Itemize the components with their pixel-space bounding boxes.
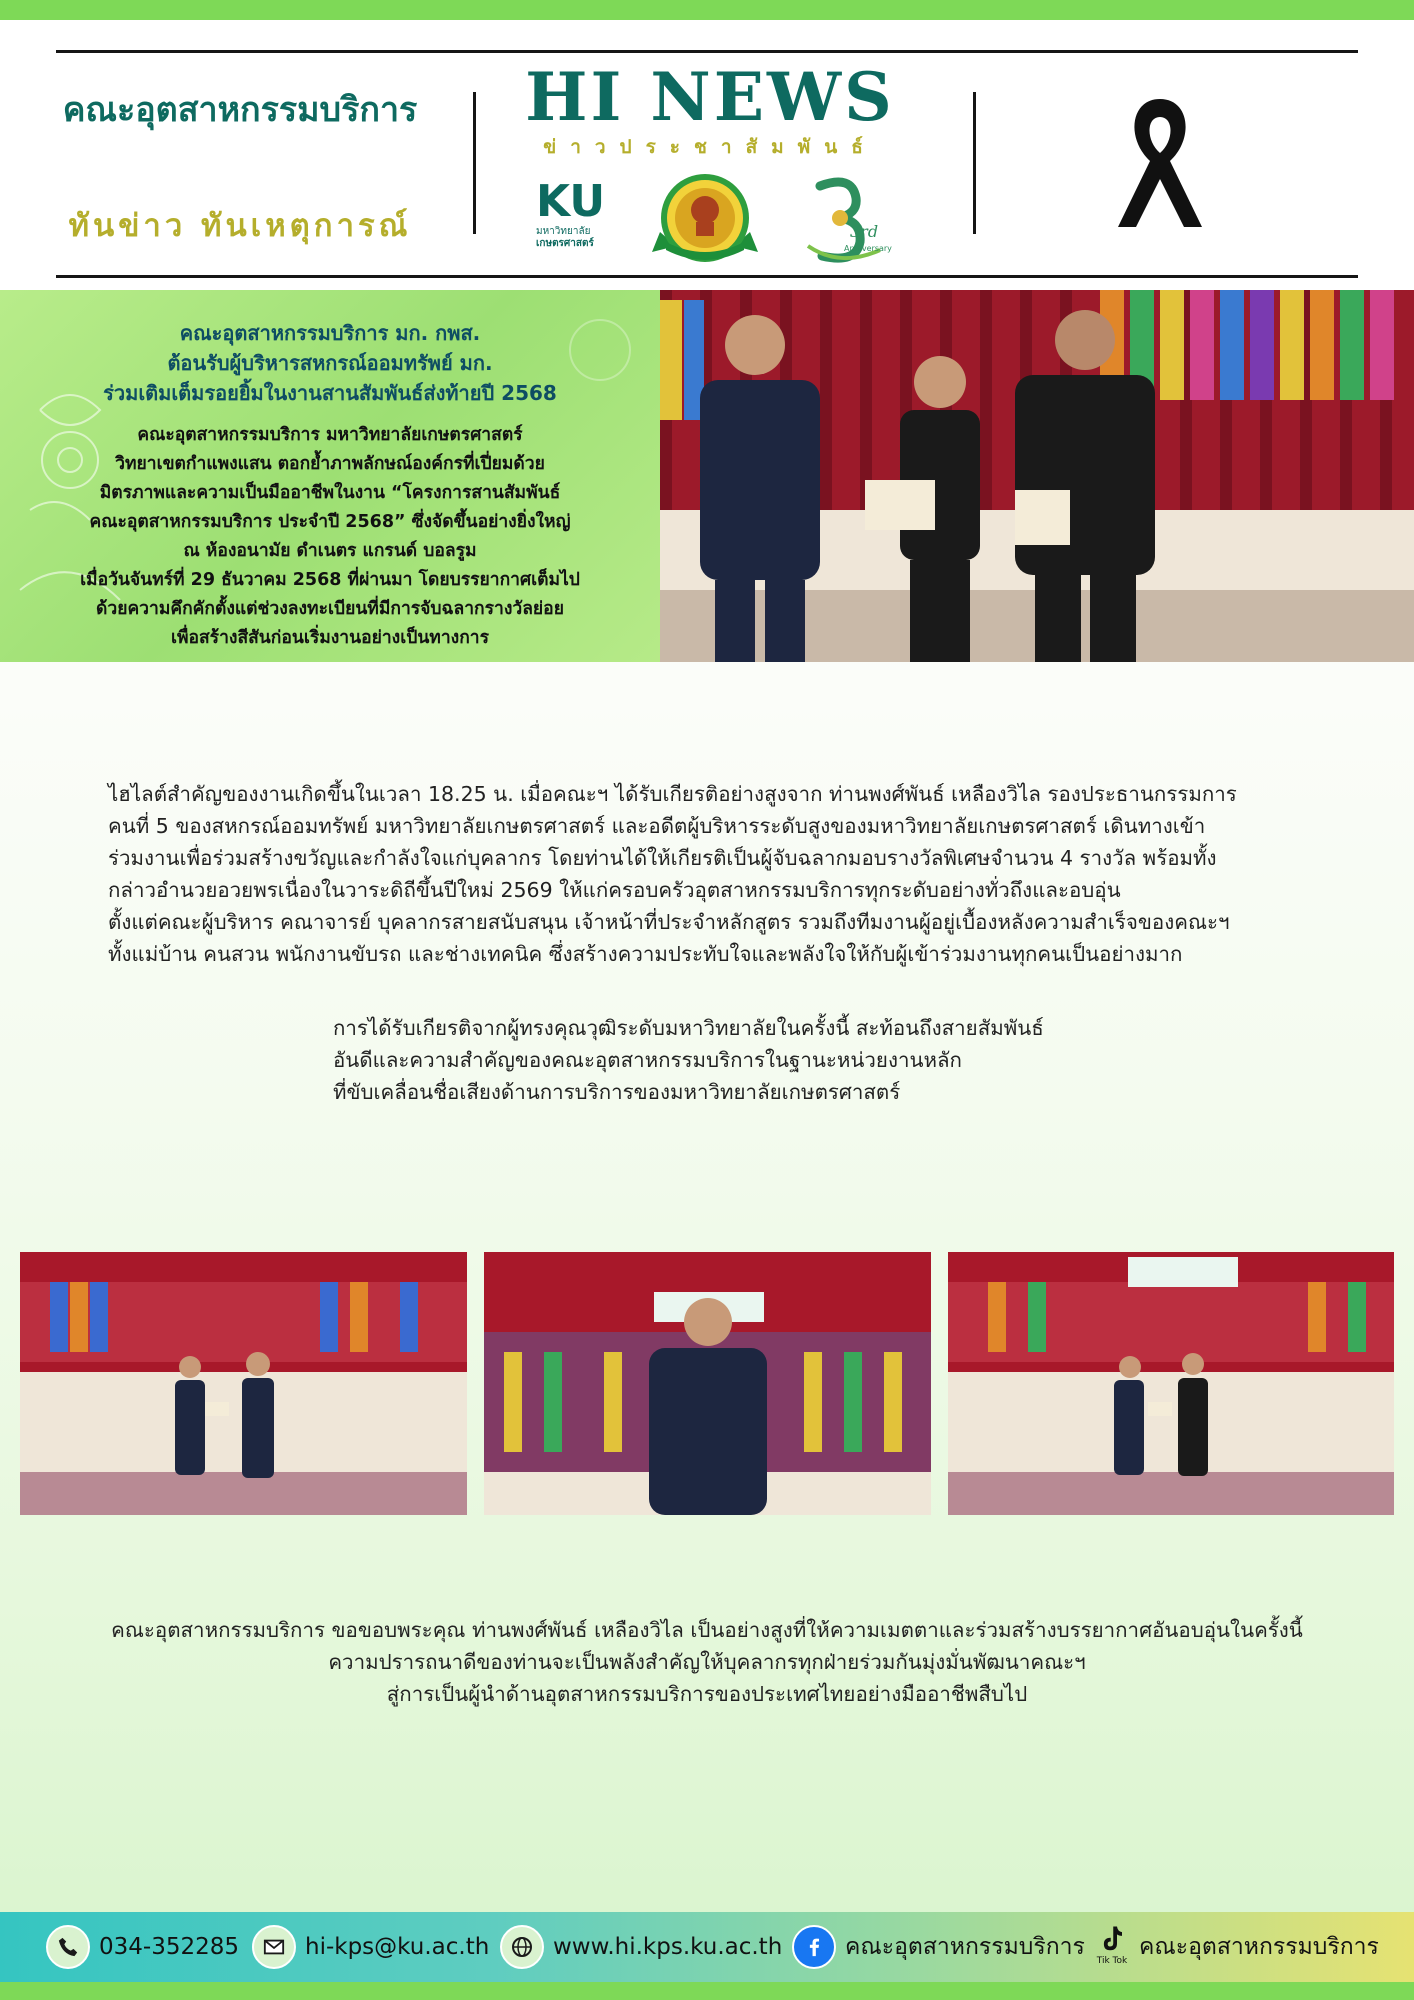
article-line: คนที่ 5 ของสหกรณ์ออมทรัพย์ มหาวิทยาลัยเกษตรศาสตร์ และอดีตผู้บริหารระดับสูงของมหาวิทยาลัยเกษตรศาสตร์ เดินทางเข้า <box>108 814 1206 838</box>
contact-email[interactable] <box>252 1923 489 1971</box>
anniversary-logo-sub: Anniversary <box>844 244 892 253</box>
contact-footer <box>0 1912 1414 1982</box>
phone-icon <box>46 1925 90 1969</box>
hero-summary-panel <box>0 290 660 662</box>
article-line: กล่าวอำนวยอวยพรเนื่องในวาระดิถีขึ้นปีใหม่ 2569 ให้แก่ครอบครัวอุตสาหกรรมบริการทุกระดับอย่างทั่วถึงและอบอุ่น <box>108 878 1121 902</box>
contact-tiktok[interactable] <box>1094 1923 1379 1971</box>
hero-event-photo <box>660 290 1414 662</box>
ku-logo-sub1: มหาวิทยาลัย <box>536 226 591 237</box>
newsletter-subtitle: ข่าวประชาสัมพันธ์ <box>543 136 877 158</box>
hero-headline-line: ร่วมเติมเต็มรอยยิ้มในงานสานสัมพันธ์ส่งท้ายปี 2568 <box>103 381 557 405</box>
anniversary-3-graphic <box>800 172 895 270</box>
article-line: อันดีและความสำคัญของคณะอุตสาหกรรมบริการในฐานะหน่วยงานหลัก <box>333 1048 962 1072</box>
anniversary-logo <box>800 172 895 270</box>
hero-section <box>0 290 1414 662</box>
gallery-photo-award-1 <box>20 1252 467 1515</box>
article-paragraph-1 <box>108 778 1328 970</box>
hero-lead-line: เมื่อวันจันทร์ที่ 29 ธันวาคม 2568 ที่ผ่านมา โดยบรรยากาศเต็มไป <box>80 570 580 590</box>
ku-logo-sub2: เกษตรศาสตร์ <box>536 238 594 249</box>
article-line: ไฮไลต์สำคัญของงานเกิดขึ้นในเวลา 18.25 น. เมื่อคณะฯ ได้รับเกียรติอย่างสูงจาก ท่านพงศ์พันธ์ เหลืองวิไล รองประธานกรรมการ <box>108 782 1237 806</box>
hero-headline <box>20 318 640 408</box>
hero-lead-line: ณ ห้องอนามัย ดำเนตร แกรนด์ บอลรูม <box>183 541 477 561</box>
contact-facebook-text: คณะอุตสาหกรรมบริการ <box>845 1934 1085 1960</box>
newsletter-title: HI NEWS <box>525 58 895 136</box>
masthead <box>0 20 1414 290</box>
hero-lead-line: มิตรภาพและความเป็นมืออาชีพในงาน “โครงการสานสัมพันธ์ <box>99 483 561 503</box>
masthead-divider-left <box>473 92 476 234</box>
ku-logo-text: KU <box>536 176 606 227</box>
contact-phone[interactable] <box>46 1923 239 1971</box>
faculty-seal-logo <box>650 170 760 270</box>
facebook-icon <box>792 1925 836 1969</box>
gallery-photo-speech <box>484 1252 931 1515</box>
hero-lead-line: ด้วยความคึกคักตั้งแต่ช่วงลงทะเบียนที่มีการจับฉลากรางวัลย่อย <box>96 599 564 619</box>
contact-phone-text: 034-352285 <box>99 1934 239 1960</box>
article-line: ที่ขับเคลื่อนชื่อเสียงด้านการบริการของมหาวิทยาลัยเกษตรศาสตร์ <box>333 1080 901 1104</box>
gallery-photo-award-2 <box>948 1252 1394 1515</box>
tagline: ทันข่าว ทันเหตุการณ์ <box>68 208 412 244</box>
masthead-divider-right <box>973 92 976 234</box>
contact-email-text: hi-kps@ku.ac.th <box>305 1934 490 1960</box>
top-accent-bar <box>0 0 1414 20</box>
contact-tiktok-text: คณะอุตสาหกรรมบริการ <box>1139 1934 1379 1960</box>
hero-headline-line: ต้อนรับผู้บริหารสหกรณ์ออมทรัพย์ มก. <box>167 351 493 375</box>
article-line: ร่วมงานเพื่อร่วมสร้างขวัญและกำลังใจแก่บุคลากร โดยท่านได้ให้เกียรติเป็นผู้จับฉลากมอบรางวัลพิเศษจำนวน 4 รางวัล พร้อมทั้ง <box>108 846 1217 870</box>
article-line: การได้รับเกียรติจากผู้ทรงคุณวุฒิระดับมหาวิทยาลัยในครั้งนี้ สะท้อนถึงสายสัมพันธ์ <box>333 1016 1044 1040</box>
masthead-bottom-rule <box>56 275 1358 278</box>
hero-lead-line: คณะอุตสาหกรรมบริการ ประจำปี 2568” ซึ่งจัดขึ้นอย่างยิ่งใหญ่ <box>89 512 571 532</box>
contact-website-text: www.hi.kps.ku.ac.th <box>553 1934 783 1960</box>
hero-lead-text <box>20 421 640 653</box>
bottom-accent-bar <box>0 1982 1414 2000</box>
closing-line: สู่การเป็นผู้นำด้านอุตสาหกรรมบริการของประเทศไทยอย่างมืออาชีพสืบไป <box>386 1682 1028 1706</box>
closing-statement <box>40 1614 1374 1710</box>
article-paragraph-2 <box>333 1012 1193 1108</box>
article-line: ตั้งแต่คณะผู้บริหาร คณาจารย์ บุคลากรสายสนับสนุน เจ้าหน้าที่ประจำหลักสูตร รวมถึงทีมงานผู้อยู่เบื้องหลังความสำเร็จของคณะฯ <box>108 910 1230 934</box>
tiktok-caption: Tik Tok <box>1096 1956 1128 1966</box>
tiktok-icon <box>1094 1923 1130 1971</box>
black-mourning-ribbon-icon <box>1110 95 1210 235</box>
hero-lead-line: คณะอุตสาหกรรมบริการ มหาวิทยาลัยเกษตรศาสตร์ <box>137 425 523 445</box>
anniversary-logo-text: 3rd <box>850 222 879 241</box>
ku-logo <box>536 178 610 262</box>
globe-icon <box>500 1925 544 1969</box>
hero-headline-line: คณะอุตสาหกรรมบริการ มก. กพส. <box>179 321 481 345</box>
hero-lead-line: วิทยาเขตกำแพงแสน ตอกย้ำภาพลักษณ์องค์กรที่เปี่ยมด้วย <box>115 454 545 474</box>
email-icon <box>252 1925 296 1969</box>
contact-website[interactable] <box>500 1923 782 1971</box>
closing-line: คณะอุตสาหกรรมบริการ ขอขอบพระคุณ ท่านพงศ์พันธ์ เหลืองวิไล เป็นอย่างสูงที่ให้ความเมตตาและร่วมสร้างบรรยากาศอันอบอุ่นในครั้งนี้ <box>111 1618 1303 1642</box>
article-line: ทั้งแม่บ้าน คนสวน พนักงานขับรถ และช่างเทคนิค ซึ่งสร้างความประทับใจและพลังใจให้กับผู้เข้าร่วมงานทุกคนเป็นอย่างมาก <box>108 942 1183 966</box>
faculty-name: คณะอุตสาหกรรมบริการ <box>62 90 418 130</box>
contact-facebook[interactable] <box>792 1923 1085 1971</box>
hero-lead-line: เพื่อสร้างสีสันก่อนเริ่มงานอย่างเป็นทางการ <box>170 628 490 648</box>
masthead-top-rule <box>56 50 1358 53</box>
closing-line: ความปรารถนาดีของท่านจะเป็นพลังสำคัญให้บุคลากรทุกฝ่ายร่วมกันมุ่งมั่นพัฒนาคณะฯ <box>328 1650 1086 1674</box>
